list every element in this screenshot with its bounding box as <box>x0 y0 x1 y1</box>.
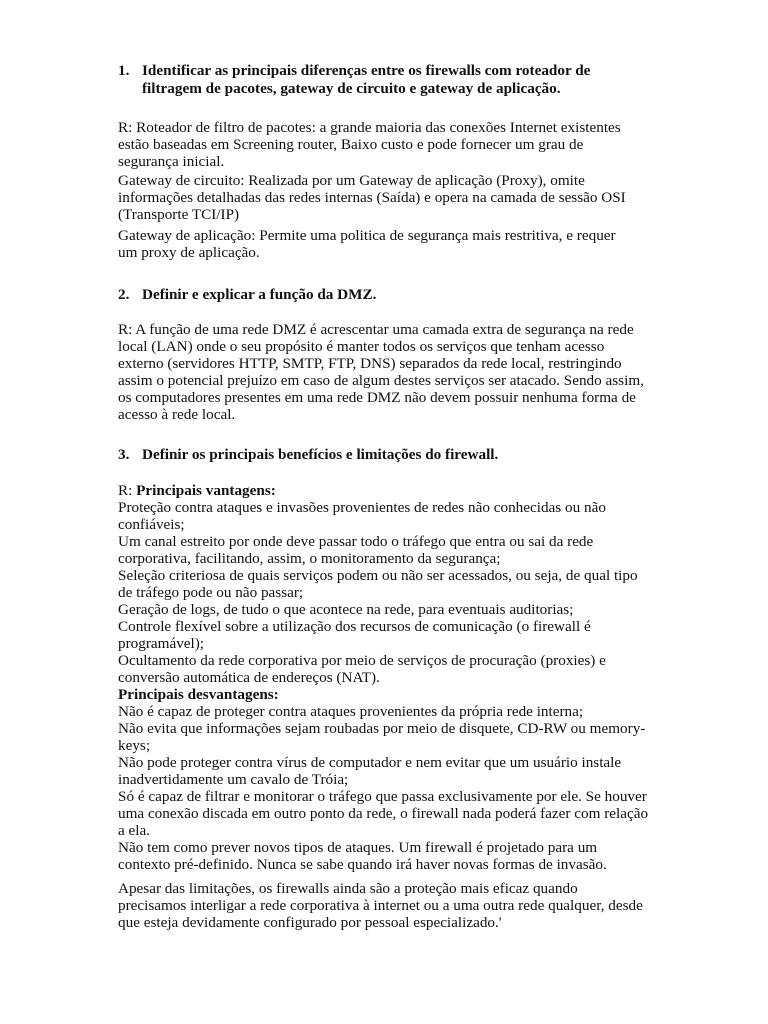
advantage-line: Geração de logs, de tudo o que acontece na rede, para eventuais auditorias; <box>118 601 574 618</box>
disadvantage-line: uma conexão discada em outro ponto da rede, o firewall nada poderá fazer com relação <box>118 805 649 822</box>
question-2-line: Definir e explicar a função da DMZ. <box>142 286 377 303</box>
disadvantage-line: inadvertidamente um cavalo de Tróia; <box>118 771 349 788</box>
disadvantage-line: Não é capaz de proteger contra ataques provenientes da própria rede interna; <box>118 703 584 720</box>
advantage-line: Seleção criteriosa de quais serviços podem ou não ser acessados, ou seja, de qual tipo <box>118 567 638 584</box>
disadvantage-line: Só é capaz de filtrar e monitorar o tráfego que passa exclusivamente por ele. Se houver <box>118 788 647 805</box>
conclusion-line: precisamos interligar a rede corporativa à internet ou a uma outra rede qualquer, desde <box>118 897 643 914</box>
answer-line: Gateway de aplicação: Permite uma politica de segurança mais restritiva, e requer <box>118 227 616 244</box>
question-1-heading <box>118 62 638 98</box>
answer-line: Gateway de circuito: Realizada por um Gateway de aplicação (Proxy), omite <box>118 172 585 189</box>
answer-line: externo (servidores HTTP, SMTP, FTP, DNS) separados da rede local, restringindo <box>118 355 622 372</box>
answer-1-paragraph-2 <box>118 172 658 223</box>
advantages-heading-line <box>118 482 658 499</box>
advantage-line: conversão automática de endereços (NAT). <box>118 669 380 686</box>
question-2-heading <box>118 286 638 304</box>
question-2-text <box>142 286 636 304</box>
disadvantage-line: keys; <box>118 737 151 754</box>
advantage-line: corporativa, facilitando, assim, o monitoramento da segurança; <box>118 550 501 567</box>
disadvantage-line: a ela. <box>118 822 151 839</box>
disadvantage-line: contexto pré-definido. Nunca se sabe quando irá haver novas formas de invasão. <box>118 856 607 873</box>
answer-line: assim o potencial prejuízo em caso de algum destes serviços ser atacado. Sendo assim, <box>118 372 644 389</box>
advantage-line: Um canal estreito por onde deve passar todo o tráfego que entra ou sai da rede <box>118 533 594 550</box>
question-1-line: Identificar as principais diferenças entre os firewalls com roteador de <box>142 62 591 79</box>
answer-prefix: R: <box>118 482 137 499</box>
answer-line: um proxy de aplicação. <box>118 244 260 261</box>
answer-1-paragraph-3 <box>118 227 658 261</box>
answer-line: os computadores presentes em uma rede DMZ não devem possuir nenhuma forma de <box>118 389 636 406</box>
disadvantages-heading-line <box>118 686 658 703</box>
question-1-line: filtragem de pacotes, gateway de circuito e gateway de aplicação. <box>142 80 561 97</box>
question-3-line: Definir os principais benefícios e limitações do firewall. <box>142 446 499 463</box>
answer-line: segurança inicial. <box>118 153 225 170</box>
advantage-line: Proteção contra ataques e invasões provenientes de redes não conhecidas ou não <box>118 499 606 516</box>
advantage-line: Ocultamento da rede corporativa por meio de serviços de procuração (proxies) e <box>118 652 606 669</box>
answer-3-conclusion <box>118 880 658 931</box>
answer-line: acesso à rede local. <box>118 406 236 423</box>
disadvantage-line: Não tem como prever novos tipos de ataques. Um firewall é projetado para um <box>118 839 598 856</box>
advantage-line: confiáveis; <box>118 516 185 533</box>
answer-line: (Transporte TCI/IP) <box>118 206 240 223</box>
answer-line: informações detalhadas das redes internas (Saída) e opera na camada de sessão OSI <box>118 189 626 206</box>
answer-2-paragraph <box>118 321 658 423</box>
disadvantage-line: Não pode proteger contra vírus de computador e nem evitar que um usuário instale <box>118 754 622 771</box>
question-3-text <box>142 446 636 464</box>
advantage-line: Controle flexível sobre a utilização dos recursos de comunicação (o firewall é <box>118 618 591 635</box>
disadvantage-line: Não evita que informações sejam roubadas por meio de disquete, CD-RW ou memory- <box>118 720 646 737</box>
answer-1-paragraph-1 <box>118 119 658 170</box>
conclusion-line: que esteja devidamente configurado por pessoal especializado.' <box>118 914 502 931</box>
disadvantages-heading: Principais desvantagens: <box>118 686 279 703</box>
answer-line: local (LAN) onde o seu propósito é manter todos os serviços que tenham acesso <box>118 338 605 355</box>
advantage-line: programável); <box>118 635 205 652</box>
question-2-number: 2. <box>118 286 130 303</box>
question-1-text <box>142 62 636 98</box>
answer-line: R: A função de uma rede DMZ é acrescentar uma camada extra de segurança na rede <box>118 321 634 338</box>
answer-line: estão baseadas em Screening router, Baixo custo e pode fornecer um grau de <box>118 136 584 153</box>
question-3-number: 3. <box>118 446 130 463</box>
answer-3-advantages <box>118 482 658 873</box>
question-1-number: 1. <box>118 62 130 79</box>
conclusion-line: Apesar das limitações, os firewalls ainda são a proteção mais eficaz quando <box>118 880 578 897</box>
advantage-line: de tráfego pode ou não passar; <box>118 584 304 601</box>
answer-line: R: Roteador de filtro de pacotes: a grande maioria das conexões Internet existentes <box>118 119 621 136</box>
question-3-heading <box>118 446 638 464</box>
advantages-heading: Principais vantagens: <box>136 482 276 499</box>
